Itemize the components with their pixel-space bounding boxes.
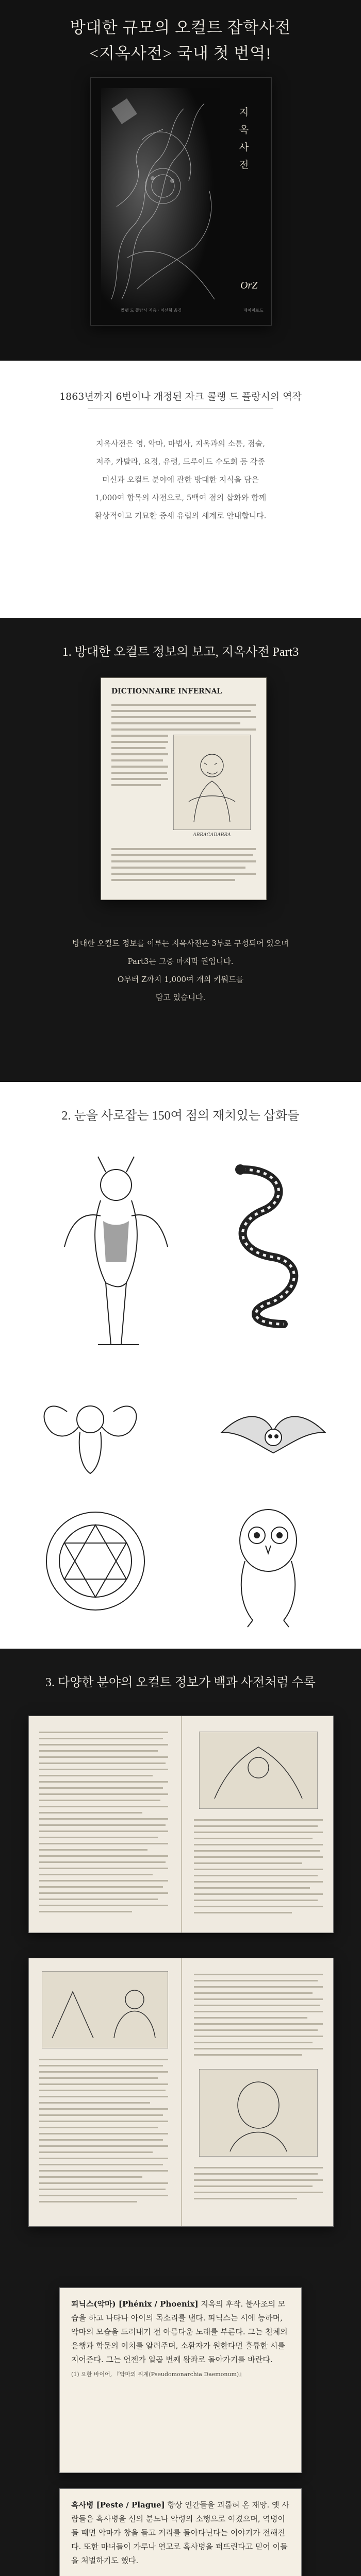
part3-section [0, 1649, 361, 2267]
page-spread-image [28, 1716, 334, 1933]
entry-footnote: (1) 요한 바이어, 『악마의 위계(Pseudomonarchia Daemonum)』 [71, 2371, 245, 2378]
intro-headline: 1863년까지 6번이나 개정된 자크 콜랭 드 플랑시의 역작 [59, 391, 302, 402]
intro-line: 저주, 카발라, 요정, 유령, 드루이드 수도회 등 각종 [96, 457, 265, 466]
demon-figure-illustration [49, 1149, 183, 1355]
entry-body [71, 2498, 290, 2568]
entry-title: 흑사병 [Peste / Plague] [71, 2500, 165, 2510]
owl-flying-illustration [217, 1396, 330, 1479]
engraving-illustration [173, 735, 251, 830]
cover-title: 지옥사전 [239, 107, 249, 171]
page-illustration [199, 1732, 318, 1809]
entry-text: 항상 인간들을 괴롭혀 온 재앙. 옛 사람들은 흑사병을 신의 분노나 악령의 소행으로 여겼으며, 역병이 돌 때면 악마가 창을 들고 거리를 돌아다닌다는 이야기가 전해진다. 또한 마녀들이 가루나 연고로 흑사병을 퍼뜨린다고 믿어 이들을 처벌하기도 했다. [71, 2500, 289, 2565]
book-cover [90, 77, 272, 326]
section-title: 2. 눈을 사로잡는 150여 점의 재치있는 삽화들 [61, 1109, 300, 1123]
page-spread-image [28, 1958, 334, 2227]
hero-headline-1: 방대한 규모의 오컬트 잡학사전 [70, 19, 291, 37]
part1-text: 방대한 오컬트 정보를 이루는 지옥사전은 3부로 구성되어 있으며 [72, 939, 289, 948]
publisher-mark: OrZ [240, 280, 258, 291]
part1-text: Part3는 그중 마지막 권입니다. [127, 957, 234, 966]
cover-author: 콜랭 드 플랑시 지음 · 이선형 옮김 [121, 308, 182, 313]
serpent-illustration [222, 1159, 309, 1329]
intro-line: 1,000여 항목의 사전으로, 5백여 점의 삽화와 함께 [94, 493, 267, 502]
cover-publisher: 페이퍼로드 [243, 308, 264, 313]
hero-headline-2: <지옥사전> 국내 첫 번역! [89, 44, 272, 62]
page-heading: DICTIONNAIRE INFERNAL [111, 687, 222, 696]
part2-section [0, 1082, 361, 1649]
section-title: 1. 방대한 오컬트 정보의 보고, 지옥사전 Part3 [62, 646, 299, 659]
illustration-caption: ABRACADABRA [193, 833, 231, 838]
dictionary-page-image [101, 677, 267, 900]
part1-text: 담고 있습니다. [155, 993, 206, 1002]
hero-section [0, 0, 361, 361]
entries-section [0, 2267, 361, 2576]
intro-line: 미신과 오컬트 분야에 관한 방대한 지식을 담은 [102, 475, 259, 484]
section-title: 3. 다양한 분야의 오컬트 정보가 백과 사전처럼 수록 [45, 1676, 316, 1689]
entry-text: 지옥의 후작. 불사조의 모습을 하고 나타나 아이의 목소리를 낸다. 피닉스는 시에 능하며, 악마의 모습을 드러내기 전 아름다운 노래를 부른다. 그는 천체의 운행과 학문의 이치를 알려주며, 소환자가 원한다면 훌륭한 시를 지어준다. 그는 언젠가 일곱 번째 왕좌로 돌아가기를 바란다. [71, 2299, 288, 2364]
cherub-illustration [31, 1391, 150, 1479]
intro-line: 지옥사전은 영, 악마, 마법사, 지옥과의 소통, 점술, [96, 439, 265, 448]
divider [88, 408, 273, 409]
entry-card [59, 2287, 302, 2473]
page-illustration [42, 1971, 168, 2048]
sigil-circle-illustration [36, 1504, 155, 1618]
intro-line: 환상적이고 기묘한 중세 유럽의 세계로 안내합니다. [94, 511, 267, 520]
part1-section [0, 618, 361, 1082]
intro-section [0, 361, 361, 618]
part1-text: O부터 Z까지 1,000여 개의 키워드를 [117, 975, 244, 984]
entry-card [59, 2488, 302, 2576]
entry-title: 피닉스(악마) [Phénix / Phoenix] [71, 2299, 199, 2309]
owl-demon-illustration [217, 1494, 320, 1628]
entry-body [71, 2297, 290, 2379]
page-illustration [199, 2069, 318, 2157]
